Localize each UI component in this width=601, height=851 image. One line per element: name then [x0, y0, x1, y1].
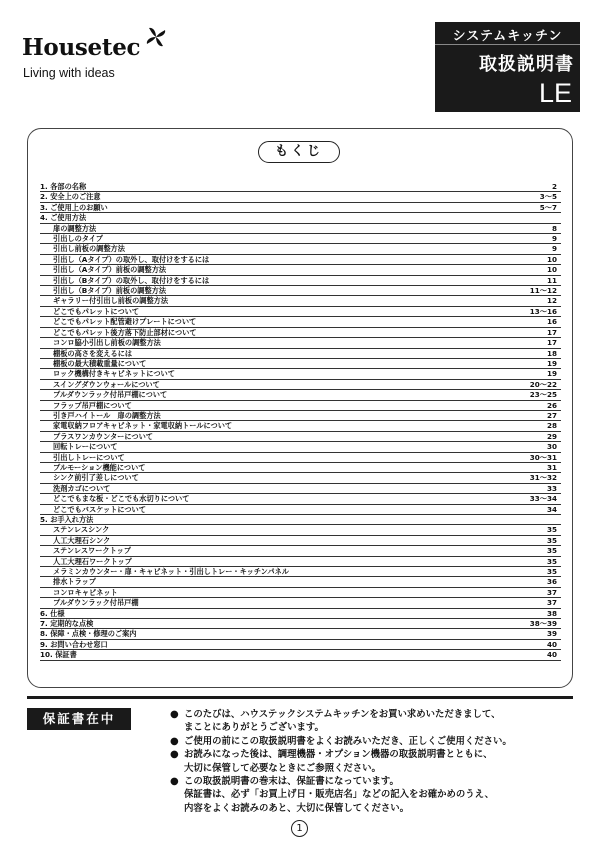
- toc-page: 40: [546, 650, 557, 660]
- guarantee-enclosed-label: 保証書在中: [27, 708, 131, 730]
- toc-label: 3. ご使用上のお願い: [40, 202, 108, 212]
- toc-page: 10: [546, 254, 557, 264]
- toc-page: 27: [546, 410, 557, 420]
- toc-row: [40, 442, 561, 452]
- toc-page: 31: [546, 462, 557, 472]
- toc-page: 30: [546, 442, 557, 452]
- toc-row: [40, 463, 561, 473]
- bullet-icon: ●: [170, 749, 179, 761]
- product-category: システムキッチン: [452, 29, 563, 44]
- toc-label: 家電収納フロアキャビネット・家電収納トールについて: [53, 421, 233, 431]
- toc-page: 26: [546, 400, 557, 410]
- toc-page: 37: [546, 587, 557, 597]
- title-box: [435, 22, 580, 112]
- toc-label: プルモーション機能について: [53, 462, 146, 472]
- toc-page: 11～12: [529, 286, 557, 296]
- toc-page: 35: [546, 525, 557, 535]
- toc-page: 5～7: [539, 202, 557, 212]
- toc-row: [40, 577, 561, 587]
- toc-label: フラップ吊戸棚について: [53, 400, 132, 410]
- toc-row: [40, 317, 561, 327]
- toc-label: ロック機構付きキャビネットについて: [53, 369, 175, 379]
- toc-row: [40, 567, 561, 577]
- toc-row: [40, 296, 561, 306]
- brand-tagline: Living with ideas: [23, 66, 115, 80]
- note-line: ご使用の前にこの取扱説明書をよくお読みいただき、正しくご使用ください。: [184, 735, 512, 747]
- toc-page: 9: [551, 244, 557, 254]
- toc-label: 4. ご使用方法: [40, 213, 87, 223]
- toc-row: [40, 557, 561, 567]
- document-title: 取扱説明書: [479, 54, 574, 75]
- toc-page: 33: [546, 483, 557, 493]
- model-name: LE: [538, 78, 572, 108]
- note-line: このたびは、ハウステックシステムキッチンをお買い求めいただきまして、: [184, 709, 501, 720]
- toc-row: [40, 359, 561, 369]
- toc-label: どこでもパレット後方落下防止部材について: [53, 327, 197, 337]
- toc-page: 10: [546, 265, 557, 275]
- toc-page: 2: [551, 182, 557, 191]
- toc-row: [40, 224, 561, 234]
- toc-page: 3～5: [539, 192, 557, 202]
- bullet-icon: ●: [170, 735, 179, 747]
- toc-row: [40, 525, 561, 535]
- toc-label: 引出し（Bタイプ）の取外し、取付けをするには: [53, 275, 210, 285]
- toc-label: 9. お問い合わせ窓口: [40, 639, 108, 649]
- housetec-logo: [22, 26, 172, 86]
- toc-row: [40, 369, 561, 379]
- toc-label: メラミンカウンター・扉・キャビネット・引出しトレー・キッチンパネル: [53, 567, 289, 577]
- toc-row: [40, 505, 561, 515]
- toc-label: ギャラリー付引出し前板の調整方法: [53, 296, 169, 306]
- toc-page: 37: [546, 598, 557, 608]
- bullet-icon: ●: [170, 776, 179, 788]
- toc-page: 18: [546, 348, 557, 358]
- toc-label: どこでもまな板・どこでも水切りについて: [53, 494, 190, 504]
- toc-heading: もくじ: [258, 141, 340, 163]
- toc-page: 35: [546, 556, 557, 566]
- toc-row: [40, 276, 561, 286]
- toc-page: 16: [546, 317, 557, 327]
- toc-label: 10. 保証書: [40, 650, 77, 660]
- toc-page: 33～34: [529, 494, 557, 504]
- toc-row: [40, 390, 561, 400]
- toc-row: [40, 619, 561, 629]
- toc-row: [40, 307, 561, 317]
- notes: [170, 708, 580, 815]
- note-line: 大切に保管して必要なときにご参照ください。: [184, 762, 381, 774]
- note-item: [170, 775, 580, 815]
- toc-row: [40, 453, 561, 463]
- note-line: この取扱説明書の巻末は、保証書になっています。: [184, 776, 399, 788]
- toc-label: 引出しトレーについて: [53, 452, 125, 462]
- toc-label: どこでもパレットについて: [53, 306, 140, 316]
- toc-page: 23～25: [529, 390, 557, 400]
- toc-label: 人工大理石ワークトップ: [53, 556, 132, 566]
- toc-page: 38: [546, 608, 557, 618]
- bullet-icon: ●: [170, 709, 179, 720]
- toc-page: 36: [546, 577, 557, 587]
- toc-row: [40, 286, 561, 296]
- toc-label: コンロキャビネット: [53, 587, 118, 597]
- toc-page: 17: [546, 338, 557, 348]
- toc-label: スイングダウンウォールについて: [53, 379, 160, 389]
- toc-page: 30～31: [529, 452, 557, 462]
- toc-page: 17: [546, 327, 557, 337]
- note-line: 保証書は、必ず「お買上げ日・販売店名」などの記入をお確かめのうえ、: [184, 789, 494, 801]
- toc-page: 19: [546, 369, 557, 379]
- toc-row: [40, 598, 561, 608]
- toc-page: 29: [546, 431, 557, 441]
- toc-row: [40, 536, 561, 546]
- toc-page: 35: [546, 546, 557, 556]
- toc-label: 引出し（Bタイプ）前板の調整方法: [53, 286, 167, 296]
- toc-row: [40, 515, 561, 525]
- toc-row: [40, 494, 561, 504]
- toc-label: 引出し（Aタイプ）前板の調整方法: [53, 265, 167, 275]
- toc-label: 引出しのタイプ: [53, 234, 103, 244]
- toc-row: [40, 473, 561, 483]
- toc-row: [40, 629, 561, 639]
- toc-row: [40, 213, 561, 223]
- toc-page: 35: [546, 535, 557, 545]
- toc-label: コンロ脇小引出し前板の調整方法: [53, 338, 161, 348]
- toc-row: [40, 588, 561, 598]
- note-line: まことにありがとうございます。: [184, 722, 324, 734]
- section-divider: [27, 696, 573, 699]
- title-divider: [435, 44, 580, 45]
- toc-row: [40, 328, 561, 338]
- toc-row: [40, 234, 561, 244]
- toc-page: 28: [546, 421, 557, 431]
- toc-page: 38～39: [529, 619, 557, 629]
- toc-label: 洗剤カゴについて: [53, 483, 111, 493]
- toc-page: 12: [546, 296, 557, 306]
- toc-label: 引出し（Aタイプ）の取外し、取付けをするには: [53, 254, 210, 264]
- toc-label: 引出し前板の調整方法: [53, 244, 125, 254]
- page-number: 1: [291, 820, 308, 837]
- toc-page: 11: [546, 275, 557, 285]
- toc-label: シンク前引了差しについて: [53, 473, 139, 483]
- toc-row: [40, 380, 561, 390]
- toc-page: 20～22: [529, 379, 557, 389]
- toc-row: [40, 255, 561, 265]
- toc-row: [40, 640, 561, 650]
- toc-row: [40, 349, 561, 359]
- toc-label: 棚板の高さを変えるには: [53, 348, 133, 358]
- toc-label: 扉の調整方法: [53, 223, 97, 233]
- toc-label: プラスワンカウンターについて: [53, 431, 153, 441]
- toc-row: [40, 484, 561, 494]
- toc-label: ステンレスシンク: [53, 525, 110, 535]
- toc-label: 排水トラップ: [53, 577, 96, 587]
- toc-label: どこでもバスケットについて: [53, 504, 146, 514]
- toc-page: 9: [551, 234, 557, 244]
- toc-row: [40, 411, 561, 421]
- toc-label: 引き戸ハイトール 扉の調整方法: [53, 410, 161, 420]
- toc-label: 回転トレーについて: [53, 442, 118, 452]
- toc-label: 棚板の最大積載重量について: [53, 358, 147, 368]
- toc-row: [40, 244, 561, 254]
- toc-label: ステンレスワークトップ: [53, 546, 131, 556]
- toc-list: [40, 182, 561, 661]
- brand-mark-icon: [143, 24, 169, 50]
- toc-label: プルダウンラック付吊戸棚について: [53, 390, 168, 400]
- toc-page: 39: [546, 629, 557, 639]
- brand-name: Housetec: [22, 34, 141, 61]
- note-line: 内容をよくお読みのあと、大切に保管してください。: [184, 802, 410, 814]
- toc-row: [40, 609, 561, 619]
- toc-page: 31～32: [529, 473, 557, 483]
- toc-page: 40: [546, 639, 557, 649]
- note-item: [170, 708, 580, 735]
- toc-row: [40, 650, 561, 660]
- toc-page: 35: [546, 567, 557, 577]
- toc-label: 7. 定期的な点検: [40, 619, 94, 629]
- toc-row: [40, 432, 561, 442]
- toc-label: 人工大理石シンク: [53, 535, 111, 545]
- toc-page: 13～16: [529, 306, 557, 316]
- note-line: お読みになった後は、調理機器・オプション機器の取扱説明書とともに、: [184, 749, 493, 761]
- toc-row: [40, 401, 561, 411]
- toc-row: [40, 265, 561, 275]
- note-item: [170, 735, 580, 748]
- toc-row: [40, 203, 561, 213]
- toc-row: [40, 546, 561, 556]
- toc-page: 8: [551, 223, 557, 233]
- toc-label: どこでもパレット配管避けプレートについて: [53, 317, 197, 327]
- toc-label: 8. 保障・点検・修理のご案内: [40, 629, 137, 639]
- toc-row: [40, 192, 561, 202]
- toc-page: 19: [546, 358, 557, 368]
- toc-label: 2. 安全上のご注意: [40, 192, 101, 202]
- toc-row: [40, 421, 561, 431]
- toc-label: プルダウンラック付吊戸棚: [53, 598, 139, 608]
- toc-row: [40, 338, 561, 348]
- toc-row: [40, 182, 561, 192]
- toc-label: 5. お手入れ方法: [40, 515, 94, 524]
- toc-label: 6. 仕様: [40, 608, 65, 618]
- toc-label: 1. 各部の名称: [40, 182, 87, 191]
- note-item: [170, 748, 580, 775]
- toc-page: 34: [546, 504, 557, 514]
